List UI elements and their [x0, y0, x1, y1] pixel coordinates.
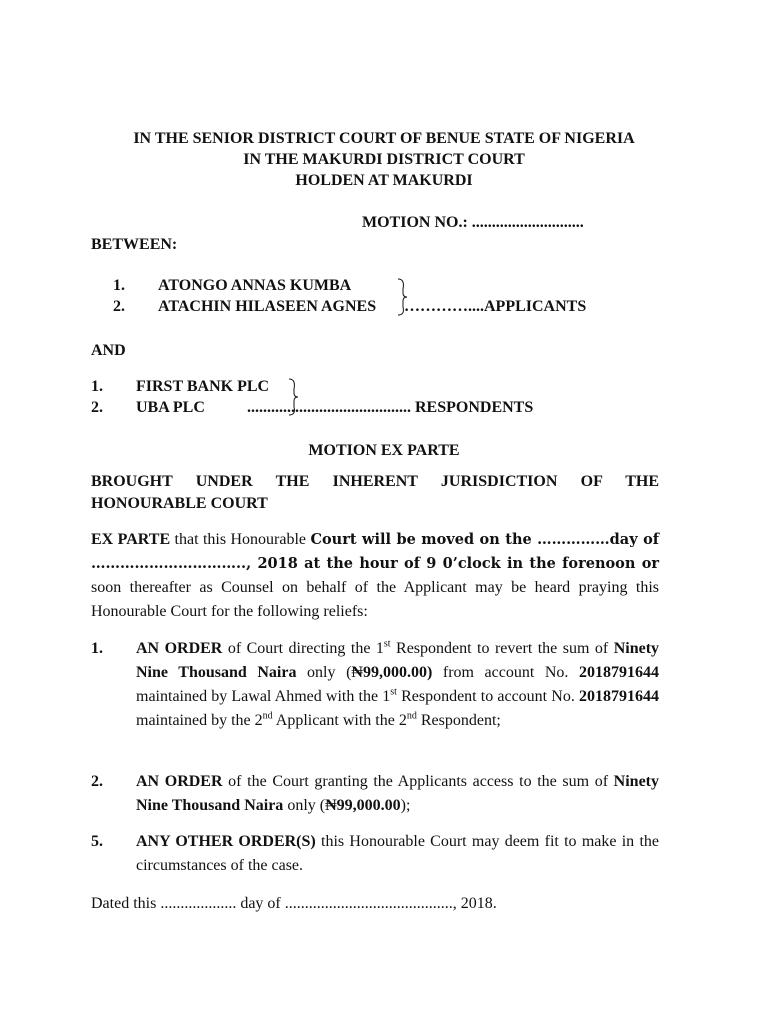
applicant-1-name: ATONGO ANNAS KUMBA — [158, 277, 352, 294]
respondent-2-number: 2. — [91, 399, 103, 416]
dated-line: Dated this ................... day of .........................................., 2018. — [91, 895, 497, 912]
relief-1 — [91, 637, 659, 733]
relief-5-text — [136, 830, 659, 878]
relief-1-text-g: maintained by the 2 — [136, 712, 263, 729]
relief-5-number: 5. — [91, 833, 103, 850]
relief-1-number: 1. — [91, 640, 103, 657]
intro-paragraph — [91, 528, 659, 624]
intro-text-1: that this Honourable — [170, 531, 311, 548]
between-label: BETWEEN: — [91, 236, 178, 253]
relief-1-sup-b: st — [390, 686, 397, 698]
relief-1-text-a: of Court directing the 1 — [222, 640, 384, 657]
relief-2 — [91, 770, 659, 818]
respondent-1-name: FIRST BANK PLC — [136, 378, 270, 395]
relief-1-text-h: Applicant with the 2 — [272, 712, 407, 729]
applicant-2-name: ATACHIN HILASEEN AGNES — [158, 298, 377, 315]
relief-1-text-i: Respondent; — [416, 712, 501, 729]
relief-2-text — [136, 770, 659, 818]
relief-1-account-a: 2018791644 — [579, 664, 660, 681]
relief-2-text-b: only ( — [283, 797, 326, 814]
motion-title: MOTION EX PARTE — [308, 442, 460, 459]
brought-under-line2: HONOURABLE COURT — [91, 495, 268, 512]
relief-1-text-b: Respondent to revert the sum of — [390, 640, 614, 657]
respondent-2-name: UBA PLC — [136, 399, 205, 416]
intro-text-2: Court will be moved on the ……………day of ………………………….., 2018 at the hour of 9 0’clock in the forenoon or — [91, 531, 660, 572]
relief-1-sup-d: nd — [406, 710, 417, 722]
applicant-2-number: 2. — [113, 298, 125, 315]
relief-2-amount: ₦99,000.00 — [325, 797, 401, 814]
and-label: AND — [91, 342, 126, 359]
relief-5-text-a: this Honourable Court may deem fit to make in the circumstances of the case. — [136, 833, 659, 874]
intro-text-3: soon thereafter as Counsel on behalf of the Applicant may be heard praying this Honourable Court for the following reliefs: — [91, 579, 659, 620]
relief-1-account-b: 2018791644 — [579, 688, 659, 705]
relief-1-order: AN ORDER — [136, 640, 223, 657]
relief-1-text-c: only ( — [296, 664, 352, 681]
relief-5 — [91, 830, 659, 878]
court-heading-line3: HOLDEN AT MAKURDI — [295, 172, 473, 189]
relief-2-number: 2. — [91, 773, 103, 790]
relief-2-text-a: of the Court granting the Applicants access to the sum of — [222, 773, 614, 790]
relief-1-text — [136, 637, 659, 733]
respondent-1-number: 1. — [91, 378, 103, 395]
relief-5-order: ANY OTHER ORDER(S) — [136, 833, 316, 850]
relief-2-order: AN ORDER — [136, 773, 223, 790]
relief-1-amount: ₦99,000.00) — [351, 664, 433, 681]
motion-number: MOTION NO.: ............................ — [362, 214, 584, 231]
relief-2-amount-words: Ninety Nine Thousand Naira — [136, 773, 659, 814]
court-heading-line1: IN THE SENIOR DISTRICT COURT OF BENUE STATE OF NIGERIA — [133, 130, 635, 147]
court-heading-line2: IN THE MAKURDI DISTRICT COURT — [243, 151, 525, 168]
ex-parte-lead: EX PARTE — [91, 531, 171, 548]
relief-1-text-d: from account No. — [432, 664, 580, 681]
applicants-label: …………....APPLICANTS — [404, 298, 587, 315]
relief-1-sup-a: st — [383, 638, 391, 650]
respondents-label: ......................................... RESPONDENTS — [247, 399, 534, 416]
applicant-1-number: 1. — [113, 277, 125, 294]
relief-1-amount-words: Ninety Nine Thousand Naira — [136, 640, 660, 681]
relief-1-sup-c: nd — [262, 710, 273, 722]
relief-1-text-e: maintained by Lawal Ahmed with the 1 — [136, 688, 391, 705]
relief-1-text-f: Respondent to account No. — [396, 688, 579, 705]
relief-2-text-c: ); — [400, 797, 411, 814]
brought-under-line1: BROUGHT UNDER THE INHERENT JURISDICTION OF THE — [91, 473, 659, 490]
